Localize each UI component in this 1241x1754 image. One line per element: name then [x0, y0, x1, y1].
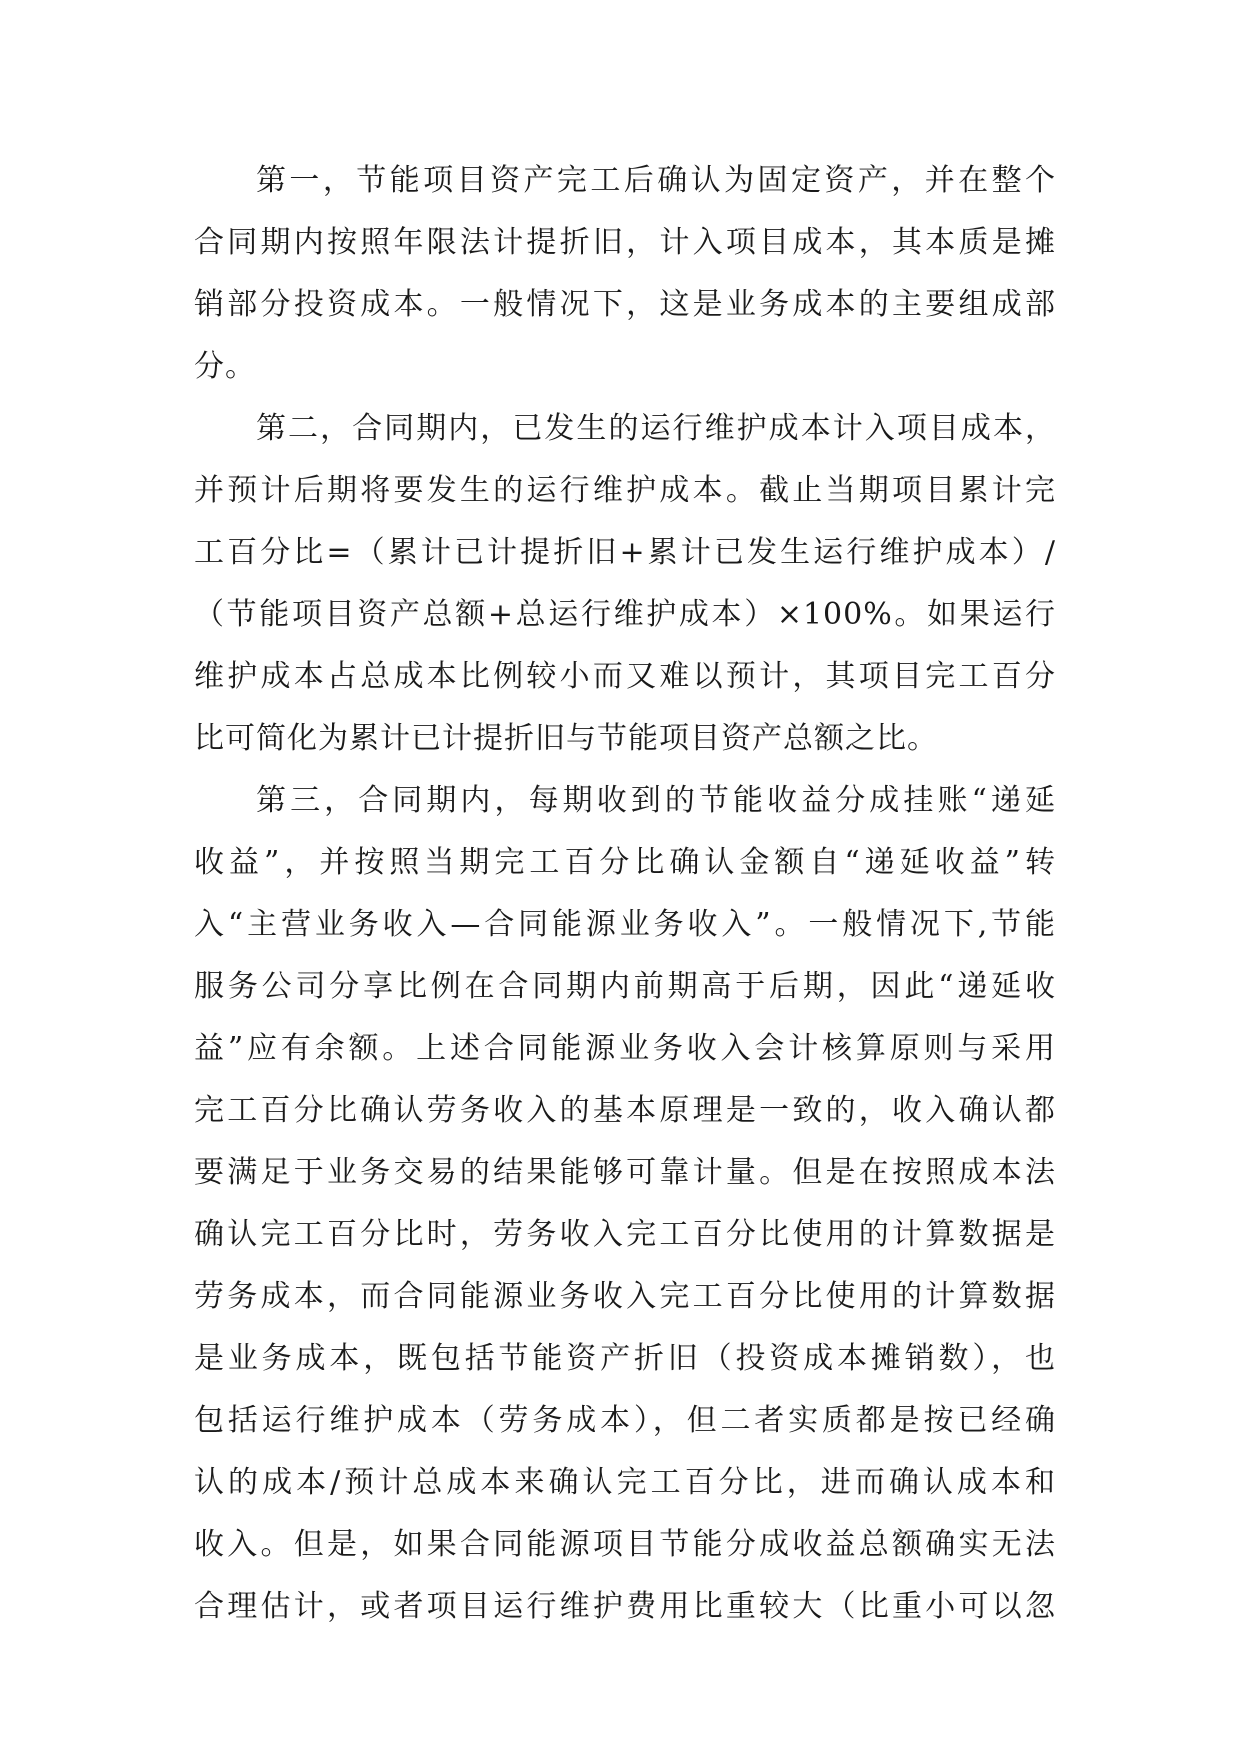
- paragraph-2: [194, 398, 1056, 770]
- text-line: 比可简化为累计已计提折旧与节能项目资产总额之比。: [194, 721, 938, 756]
- text-line: 入“主营业务收入—合同能源业务收入”。一般情况下,节能: [194, 907, 1056, 942]
- text-line: 收入。但是，如果合同能源项目节能分成收益总额确实无法: [194, 1527, 1056, 1562]
- text-line: 分。: [194, 349, 256, 384]
- paragraph-1: [194, 150, 1056, 398]
- text-line: 服务公司分享比例在合同期内前期高于后期，因此“递延收: [194, 969, 1056, 1004]
- text-line: 认的成本/预计总成本来确认完工百分比，进而确认成本和: [194, 1465, 1056, 1500]
- text-line: 第一，节能项目资产完工后确认为固定资产，并在整个: [256, 163, 1056, 198]
- text-line: 合理估计，或者项目运行维护费用比重较大（比重小可以忽: [194, 1589, 1056, 1624]
- text-line: 合同期内按照年限法计提折旧，计入项目成本，其本质是摊: [194, 225, 1056, 260]
- text-line: 第二，合同期内，已发生的运行维护成本计入项目成本，: [256, 411, 1056, 446]
- text-line: 维护成本占总成本比例较小而又难以预计，其项目完工百分: [194, 659, 1056, 694]
- text-line: 工百分比=（累计已计提折旧+累计已发生运行维护成本）/: [194, 535, 1056, 570]
- text-line: 包括运行维护成本（劳务成本），但二者实质都是按已经确: [194, 1403, 1056, 1438]
- text-line: 第三，合同期内，每期收到的节能收益分成挂账“递延: [256, 783, 1056, 818]
- text-line: （节能项目资产总额+总运行维护成本）×100%。如果运行: [194, 597, 1056, 632]
- text-line: 并预计后期将要发生的运行维护成本。截止当期项目累计完: [194, 473, 1056, 508]
- text-line: 收益”，并按照当期完工百分比确认金额自“递延收益”转: [194, 845, 1056, 880]
- paragraph-3: [194, 770, 1056, 1638]
- document-body: [194, 150, 1056, 1638]
- text-line: 劳务成本，而合同能源业务收入完工百分比使用的计算数据: [194, 1279, 1056, 1314]
- text-line: 完工百分比确认劳务收入的基本原理是一致的，收入确认都: [194, 1093, 1056, 1128]
- text-line: 确认完工百分比时，劳务收入完工百分比使用的计算数据是: [194, 1217, 1056, 1252]
- text-line: 是业务成本，既包括节能资产折旧（投资成本摊销数），也: [194, 1341, 1056, 1376]
- text-line: 益”应有余额。上述合同能源业务收入会计核算原则与采用: [194, 1031, 1056, 1066]
- text-line: 要满足于业务交易的结果能够可靠计量。但是在按照成本法: [194, 1155, 1056, 1190]
- text-line: 销部分投资成本。一般情况下，这是业务成本的主要组成部: [194, 287, 1056, 322]
